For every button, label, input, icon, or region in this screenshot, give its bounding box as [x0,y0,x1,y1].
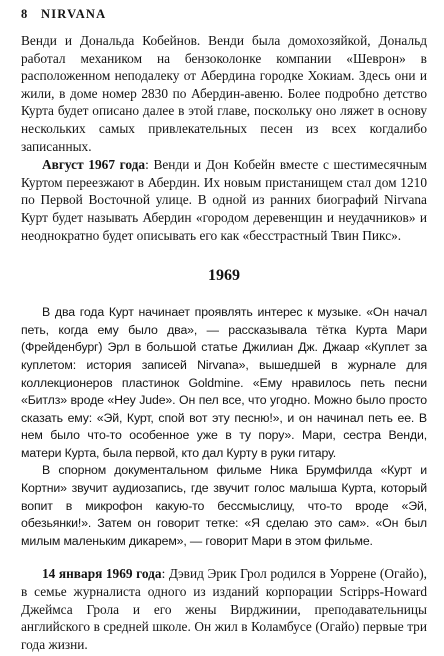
section-heading-1969: 1969 [208,267,240,285]
body-text [21,32,427,653]
paragraph-continuation: Венди и Дональда Кобейнов. Венди была домохозяйкой, Дональд работал механиком на бензоколонке компании «Шеврон» в расположенном неподалеку от Абердина городке Хокиам. Здесь они и жили, в доме номер 2830 по Абердин-авеню. Более подробно детство Курта будет описано далее в этой главе, поскольку оно ляжет в основу нескольких самых привлекательных песен из всех когдалибо записанных. [21,33,427,154]
running-header [21,6,427,22]
paragraph-january-1969 [21,565,427,653]
page-number: 8 [21,7,29,21]
date-lead-january-1969: 14 января 1969 года [42,566,162,582]
paragraph-august-1967-text: : Венди и Дон Кобейн вместе с шестимесячным Куртом переезжают в Абердин. Их новым пристанищем стал дом 1210 по Первой Восточной улице. В одной из ранних биографий Nirvana Курт будет называть Абердин «городом деревенщин и неудачников» и неоднократно будет описывать его как «бесстрастный Твин Пикс». [21,157,427,243]
paragraph-music-interest: В два года Курт начинает проявлять интерес к музыке. «Он начал петь, когда ему было два», — рассказывала тётка Курта Мари (Фрейденбург) Эрл в большой статье Джилиан Дж. Джаар «Куплет за куплетом: история записей Nirvana», вышедшей в журнале для коллекционеров пластинок Goldmine. «Ему нравилось петь песни «Битлз» вроде «Hey Jude». Он пел все, что угодно. Можно было просто сказать ему: «Эй, Курт, спой вот эту песню!», и он начинал петь ее. В нем было что-то особенное уже в ту пору». Мари, сестра Венди, матери Курта, была первой, кто дал Курту в руки гитару. [21,305,427,460]
paragraph-documentary: В спорном документальном фильме Ника Брумфилда «Курт и Кортни» звучит аудиозапись, где звучит голос малыша Курта, который вопит в микрофон какую-то бессмыслицу, что-то вроде «Эй, обезьянки!». Затем он говорит тетке: «Я сделаю это сам». «Он был милым маленьким дикарем», — говорит Мари в этом фильме. [21,463,427,548]
section-1969-content [21,304,427,550]
running-title: NIRVANA [41,7,107,21]
paragraph-august-1967 [21,156,427,244]
date-lead-august-1967: Август 1967 года [42,157,146,173]
paragraph-january-1969-text: : Дэвид Эрик Грол родился в Уоррене (Огайо), в семье журналиста одного из изданий корпорации Scripps-Howard Джеймса Грола и его жены Вирджинии, преподавательницы английского в средней школе. Он жил в Коламбусе (Огайо) первые три года жизни. [21,566,427,652]
